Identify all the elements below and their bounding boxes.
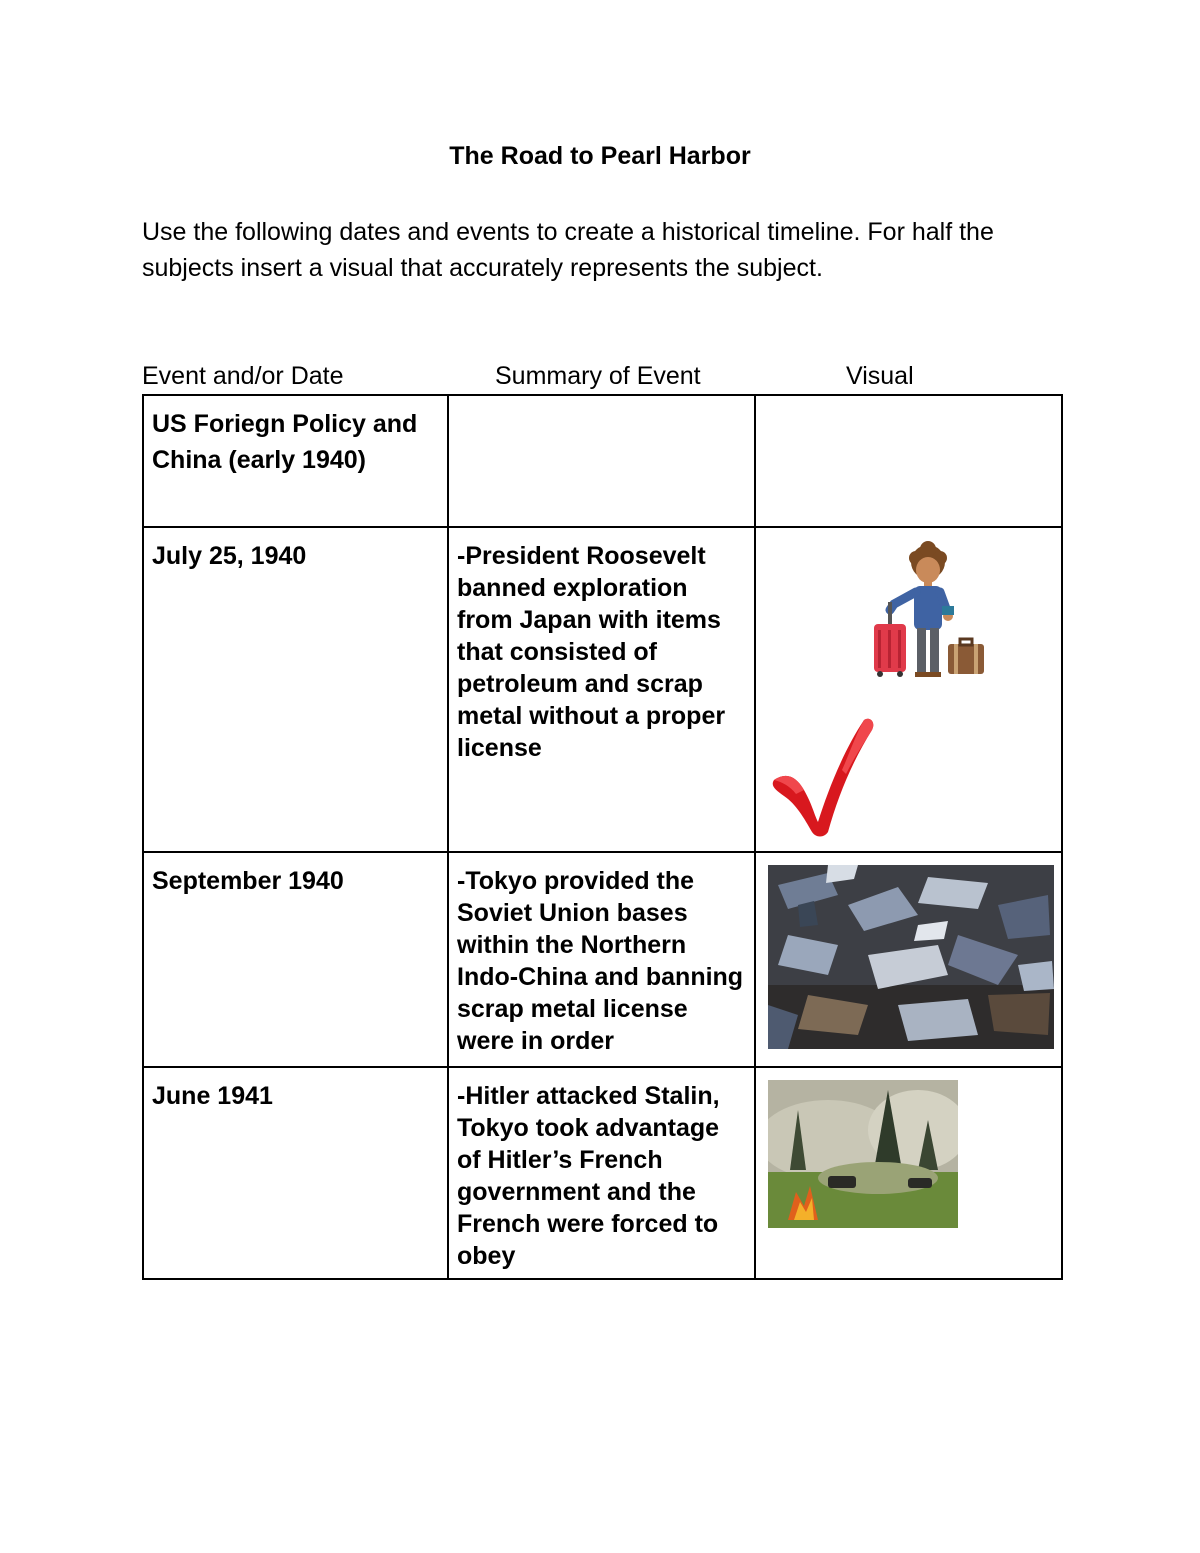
event-text: June 1941	[152, 1082, 273, 1110]
instructions-paragraph: Use the following dates and events to create a historical timeline. For half the subjects insert a visual that accurately represents the subject.	[142, 218, 994, 282]
table-row	[143, 1067, 1062, 1279]
visual-cell	[755, 1067, 1062, 1279]
table-row	[143, 852, 1062, 1067]
battlefield-photo	[768, 1080, 958, 1228]
summary-cell	[448, 527, 755, 852]
timeline-table	[142, 394, 1063, 1280]
summary-cell	[448, 1067, 755, 1279]
summary-cell	[448, 395, 755, 527]
column-header-visual: Visual	[846, 362, 914, 390]
traveler-with-luggage-icon	[836, 540, 986, 690]
event-cell	[143, 395, 448, 527]
table-row	[143, 527, 1062, 852]
summary-text: -Tokyo provided the Soviet Union bases within the Northern Indo-China and banning scrap metal license were in order	[457, 867, 744, 1055]
event-cell	[143, 1067, 448, 1279]
event-cell	[143, 852, 448, 1067]
table-row	[143, 395, 1062, 527]
scrap-metal-photo	[768, 865, 1054, 1049]
summary-text: -President Roosevelt banned exploration from Japan with items that consisted of petroleum and scrap metal without a proper license	[457, 542, 726, 762]
event-text: US Foriegn Policy and China (early 1940)	[152, 410, 418, 474]
visual-cell	[755, 527, 1062, 852]
column-header-event: Event and/or Date	[142, 362, 344, 390]
summary-text: -Hitler attacked Stalin, Tokyo took advantage of Hitler’s French government and the French were forced to obey	[457, 1082, 720, 1270]
visual-cell	[755, 852, 1062, 1067]
summary-text	[449, 396, 754, 406]
event-cell	[143, 527, 448, 852]
summary-cell	[448, 852, 755, 1067]
page-title: The Road to Pearl Harbor	[449, 142, 751, 170]
red-x-icon	[766, 710, 878, 840]
visual-cell	[755, 395, 1062, 527]
event-text: September 1940	[152, 867, 344, 895]
column-header-summary: Summary of Event	[495, 362, 701, 390]
event-text: July 25, 1940	[152, 542, 307, 570]
